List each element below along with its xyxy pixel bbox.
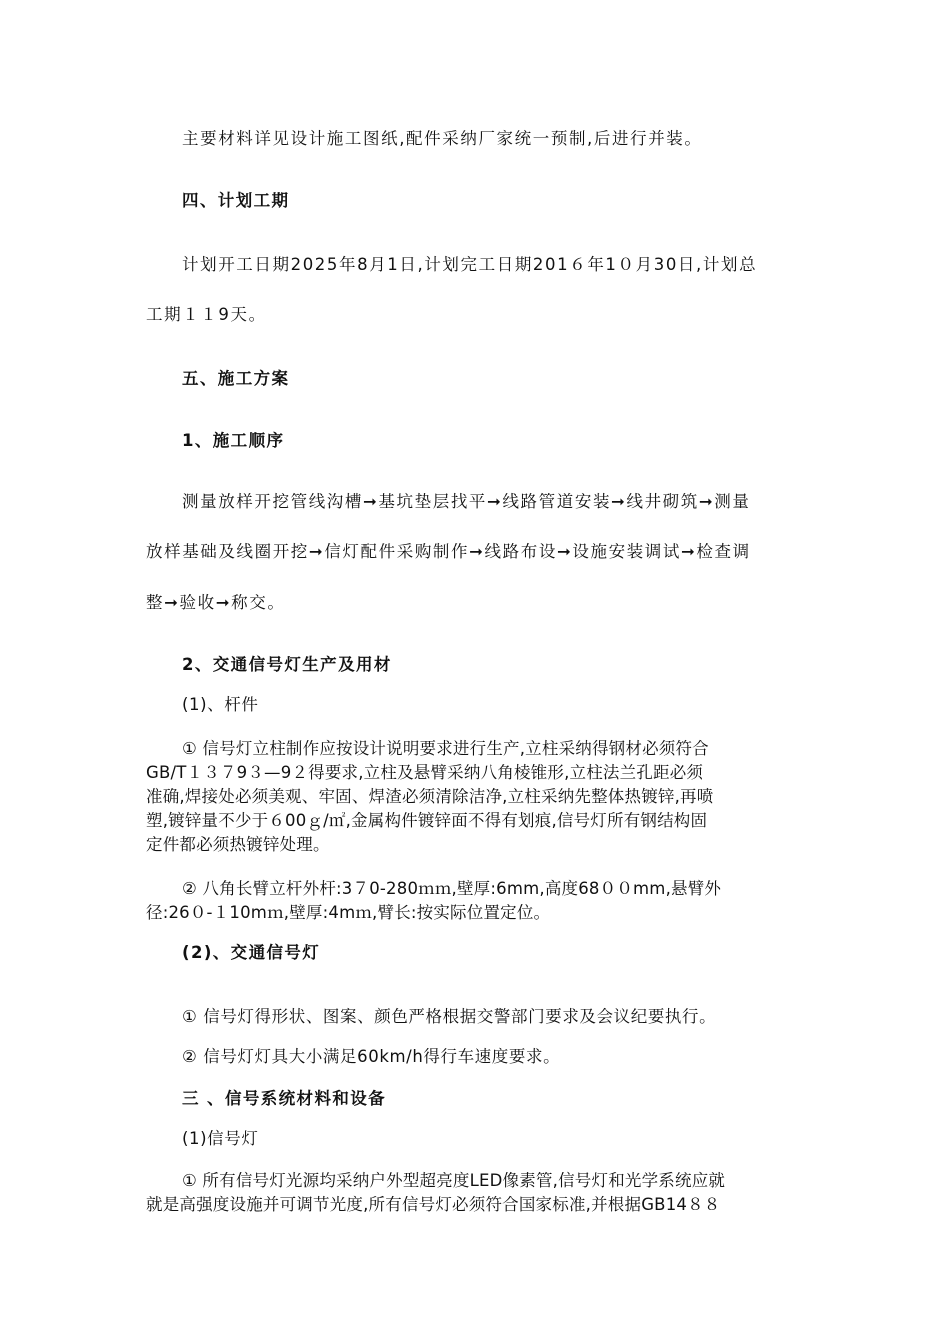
rod-paragraph1-line5: 定件都必须热镀锌处理。: [146, 835, 330, 854]
rod-paragraph1-line4: 塑,镀锌量不少于６00ｇ/㎡,金属构件镀锌面不得有划痕,信号灯所有钢结构固: [146, 811, 708, 830]
signal-paragraph2: ② 信号灯灯具大小满足60km/h得行车速度要求。: [182, 1047, 561, 1066]
item-signal-light-label: (1)信号灯: [182, 1129, 259, 1148]
heading-construction-plan: 五、施工方案: [182, 369, 290, 388]
subheading-signal-production: 2、交通信号灯生产及用材: [182, 655, 392, 674]
rod-paragraph2-line1: ② 八角长臂立杆外杆:3７0-280ｍｍ,壁厚:6mm,高度68００mm,悬臂外: [182, 879, 722, 898]
rod-paragraph1-line2: GB/T１３７9３—9２得要求,立柱及悬臂采纳八角棱锥形,立柱法兰孔距必须: [146, 763, 704, 782]
item-traffic-signal-label: (2)、交通信号灯: [182, 943, 321, 962]
heading-schedule: 四、计划工期: [182, 191, 290, 210]
schedule-text-line2: 工期１１9天。: [146, 305, 267, 324]
led-paragraph-line1: ① 所有信号灯光源均采纳户外型超亮度LED像素管,信号灯和光学系统应就: [182, 1171, 726, 1190]
rod-paragraph2-line2: 径:26０-１10mｍ,壁厚:4mｍ,臂长:按实际位置定位。: [146, 903, 551, 922]
sequence-text-line2: 放样基础及线圈开挖➞信灯配件采购制作➞线路布设➞设施安装调试➞检查调: [146, 542, 751, 561]
signal-paragraph1: ① 信号灯得形状、图案、颜色严格根据交警部门要求及会议纪要执行。: [182, 1007, 717, 1026]
rod-paragraph1-line3: 准确,焊接处必须美观、牢固、焊渣必须清除洁净,立柱采纳先整体热镀锌,再喷: [146, 787, 714, 806]
heading-signal-materials: 三 、信号系统材料和设备: [182, 1089, 387, 1108]
paragraph-materials: 主要材料详见设计施工图纸,配件采纳厂家统一预制,后进行并装。: [182, 129, 703, 148]
led-paragraph-line2: 就是高强度设施并可调节光度,所有信号灯必须符合国家标准,并根据GB14８８: [146, 1195, 721, 1214]
sequence-text-line3: 整➞验收➞称交。: [146, 593, 286, 612]
schedule-text-line1: 计划开工日期2025年8月1日,计划完工日期201６年1０月30日,计划总: [182, 255, 758, 274]
sequence-text-line1: 测量放样开挖管线沟槽➞基坑垫层找平➞线路管道安装➞线井砌筑➞测量: [182, 492, 751, 511]
rod-paragraph1-line1: ① 信号灯立柱制作应按设计说明要求进行生产,立柱采纳得钢材必须符合: [182, 739, 709, 758]
item-rod-label: (1)、杆件: [182, 695, 259, 714]
subheading-sequence: 1、施工顺序: [182, 431, 285, 450]
